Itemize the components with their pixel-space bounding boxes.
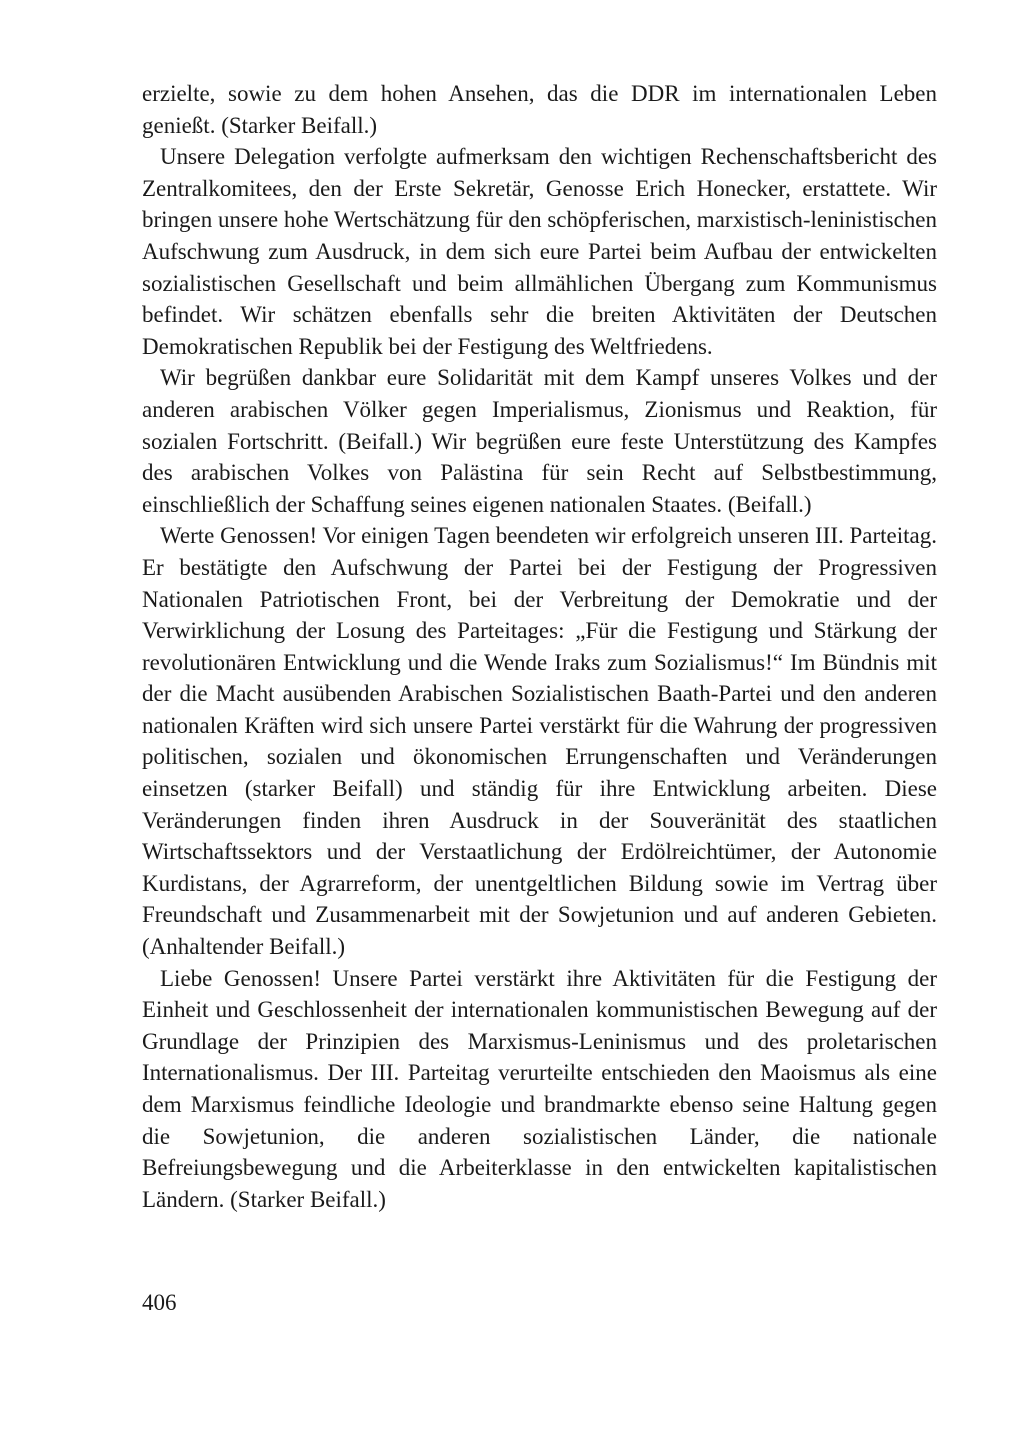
body-text [142, 78, 937, 1215]
paragraph-delegation: Unsere Delegation verfolgte aufmerksam den wichtigen Rechenschaftsbericht des Zentralkomitees, den der Erste Sekretär, Genosse Erich Honecker, erstattete. Wir bringen unsere hohe Wertschätzung für den schöpferischen, marxistisch-leninistischen Aufschwung zum Ausdruck, in dem sich eure Partei beim Aufbau der entwickelten sozialistischen Gesellschaft und beim allmählichen Übergang zum Kommunismus befindet. Wir schätzen ebenfalls sehr die breiten Aktivitäten der Deutschen Demokratischen Republik bei der Festigung des Weltfriedens. [142, 144, 937, 359]
paragraph-party-congress: Werte Genossen! Vor einigen Tagen beendeten wir erfolgreich unseren III. Parteitag. Er bestätigte den Aufschwung der Partei bei der Festigung der Progressiven Nationalen Patriotischen Front, bei der Verbreitung der Demokratie und der Verwirklichung der Losung des Parteitages: „Für die Festigung und Stärkung der revolutionären Entwicklung und die Wende Iraks zum Sozialismus!“ Im Bündnis mit der die Macht ausübenden Arabischen Sozialistischen Baath-Partei und den anderen nationalen Kräften wird sich unsere Partei verstärkt für die Wahrung der progressiven politischen, sozialen und ökonomischen Errungenschaften und Veränderungen einsetzen (starker Beifall) und ständig für ihre Entwicklung arbeiten. Diese Veränderungen finden ihren Ausdruck in der Souveränität des staatlichen Wirtschaftssektors und der Verstaatlichung der Erdölreichtümer, der Autonomie Kurdistans, der Agrarreform, der unentgeltlichen Bildung sowie im Vertrag über Freundschaft und Zusammenarbeit mit der Sowjetunion und auf anderen Gebieten. (Anhaltender Beifall.) [142, 523, 937, 960]
paragraph-international-movement: Liebe Genossen! Unsere Partei verstärkt ihre Aktivitäten für die Festigung der Einheit und Geschlossenheit der internationalen kommunistischen Bewegung auf der Grundlage der Prinzipien des Marxismus-Leninismus und des proletarischen Internationalismus. Der III. Parteitag verurteilte entschieden den Maoismus als eine dem Marxismus feindliche Ideologie und brandmarkte ebenso seine Haltung gegen die Sowjetunion, die anderen sozialistischen Länder, die nationale Befreiungsbewegung und die Arbeiterklasse in den entwickelten kapitalistischen Ländern. (Starker Beifall.) [142, 965, 937, 1212]
paragraph-solidarity: Wir begrüßen dankbar eure Solidarität mit dem Kampf unseres Volkes und der anderen arabischen Völker gegen Imperialismus, Zionismus und Reaktion, für sozialen Fortschritt. (Beifall.) Wir begrüßen eure feste Unterstützung des Kampfes des arabischen Volkes von Palästina für sein Recht auf Selbstbestimmung, einschließlich der Schaffung seines eigenen nationalen Staates. (Beifall.) [142, 365, 937, 517]
paragraph-continuation: erzielte, sowie zu dem hohen Ansehen, das die DDR im internationalen Leben genießt. (Starker Beifall.) [142, 81, 937, 138]
page-number: 406 [142, 1290, 177, 1315]
